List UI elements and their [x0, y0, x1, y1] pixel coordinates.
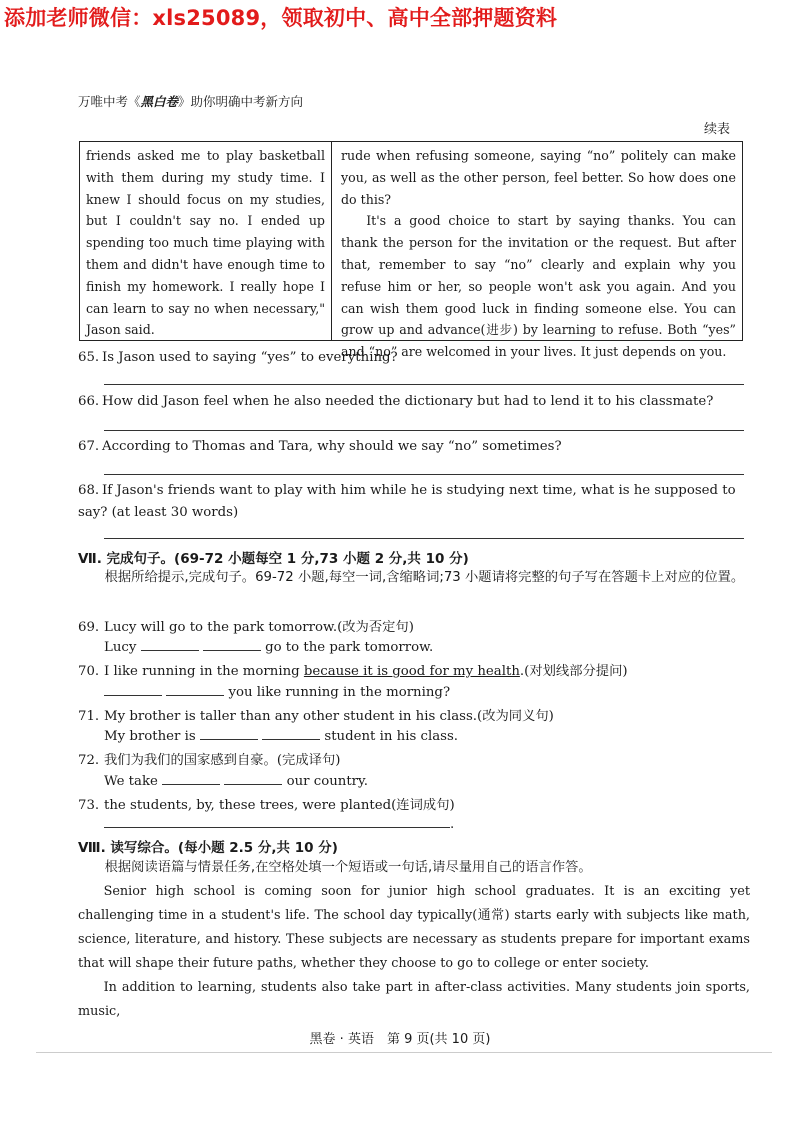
- blank[interactable]: [262, 727, 320, 740]
- item-69-hint: (改为否定句): [337, 620, 414, 635]
- question-text: If Jason's friends want to play with him while he is studying next time, what is he supposed to say? (at least 30 words): [78, 483, 736, 520]
- sentence-blank[interactable]: [104, 815, 450, 828]
- blank[interactable]: [203, 638, 261, 651]
- item-72-hint: (完成译句): [276, 753, 341, 768]
- item-73-answer: .: [104, 815, 454, 832]
- section-7-title: Ⅶ. 完成句子。(69-72 小题每空 1 分,73 小题 2 分,共 10 分): [78, 551, 469, 567]
- blank[interactable]: [141, 638, 199, 651]
- blank[interactable]: [104, 683, 162, 696]
- answer-line-67[interactable]: [104, 474, 744, 475]
- question-65: [78, 350, 398, 365]
- answer-line-66[interactable]: [104, 430, 744, 431]
- item-71-hint: (改为同义句): [477, 709, 554, 724]
- item-73: 73. the students, by, these trees, were planted(连词成句): [78, 798, 455, 813]
- item-69-answer: Lucy go to the park tomorrow.: [104, 640, 434, 655]
- question-number: 65.: [78, 350, 100, 365]
- item-73-hint: (连词成句): [391, 798, 455, 813]
- question-text: Is Jason used to saying “yes” to everything?: [102, 350, 398, 365]
- question-number: 66.: [78, 394, 100, 409]
- blank[interactable]: [166, 683, 224, 696]
- question-67: [78, 439, 562, 454]
- question-text: According to Thomas and Tara, why should we say “no” sometimes?: [102, 439, 562, 454]
- answer-line-65[interactable]: [104, 384, 744, 385]
- item-71: 71. My brother is taller than any other student in his class.(改为同义句): [78, 709, 554, 724]
- item-72: 72. 我们为我们的国家感到自豪。(完成译句): [78, 753, 341, 768]
- passage-right-column: [332, 142, 742, 360]
- reading-paragraph-1: Senior high school is coming soon for junior high school graduates. It is an exciting yet challenging time in a student's life. The school day typically(通常) starts early with subjects like math, science, literature, and history. These subjects are necessary as students prepare for important exams that will shape their future paths, whether they choose to go to college or enter society.: [78, 884, 750, 971]
- header-brand: 黑白卷: [140, 94, 179, 109]
- passage-right-para-2: It's a good choice to start by saying thanks. You can thank the person for the invitation or the request. But after that, remember to say “no” clearly and explain why you refuse him or her, so people won't ask you again. And you can wish them good luck in finding someone else. You can grow up and advance(进步) by learning to refuse. Both “yes” and “no” are welcomed in your lives. It just depends on you.: [341, 213, 736, 360]
- reading-paragraph-2: In addition to learning, students also take part in after-class activities. Many students join sports, music,: [78, 980, 750, 1019]
- question-66: [78, 394, 713, 409]
- item-69: 69. Lucy will go to the park tomorrow.(改为否定句): [78, 620, 414, 635]
- question-number: 68.: [78, 483, 100, 498]
- page-header: [78, 92, 303, 110]
- item-70-hint: (对划线部分提问): [524, 664, 628, 679]
- blank[interactable]: [162, 772, 220, 785]
- item-70: 70. I like running in the morning because it is good for my health.(对划线部分提问): [78, 664, 628, 679]
- bottom-rule: [36, 1052, 772, 1053]
- item-69-text: Lucy will go to the park tomorrow.: [104, 620, 338, 635]
- question-68: [78, 480, 746, 524]
- section-8-title: Ⅷ. 读写综合。(每小题 2.5 分,共 10 分): [78, 840, 338, 856]
- section-8-instruction: 根据阅读语篇与情景任务,在空格处填一个短语或一句话,请尽量用自己的语言作答。: [104, 860, 592, 875]
- passage-left-text: friends asked me to play basketball with them during my study time. I knew I should focus on my studies, but I couldn't say no. I ended up spending too much time playing with them and didn't have enough time to finish my homework. I really hope I can learn to say no when necessary," Jason said.: [86, 148, 325, 338]
- section-7-instruction: 根据所给提示,完成句子。69-72 小题,每空一词,含缩略词;73 小题请将完整的句子写在答题卡上对应的位置。: [104, 570, 745, 585]
- page-footer: 黑卷 · 英语 第 9 页(共 10 页): [309, 1032, 491, 1047]
- header-post: 》助你明确中考新方向: [178, 94, 304, 109]
- continued-label: 续表: [703, 122, 730, 137]
- header-pre: 万唯中考《: [78, 94, 141, 109]
- item-71-answer: My brother is student in his class.: [104, 729, 459, 744]
- passage-left-column: [80, 142, 332, 340]
- item-70-answer: you like running in the morning?: [104, 683, 450, 700]
- question-text: How did Jason feel when he also needed the dictionary but had to lend it to his classmate?: [102, 394, 714, 409]
- underlined-phrase: because it is good for my health: [303, 664, 520, 679]
- answer-line-68[interactable]: [104, 538, 744, 539]
- blank[interactable]: [224, 772, 282, 785]
- blank[interactable]: [200, 727, 258, 740]
- watermark: 添加老师微信：xls25089，领取初中、高中全部押题资料: [4, 6, 558, 30]
- passage-right-para-1: rude when refusing someone, saying “no” politely can make you, as well as the other person, feel better. So how does one do this?: [341, 148, 736, 207]
- item-72-answer: We take our country.: [104, 774, 368, 789]
- question-number: 67.: [78, 439, 100, 454]
